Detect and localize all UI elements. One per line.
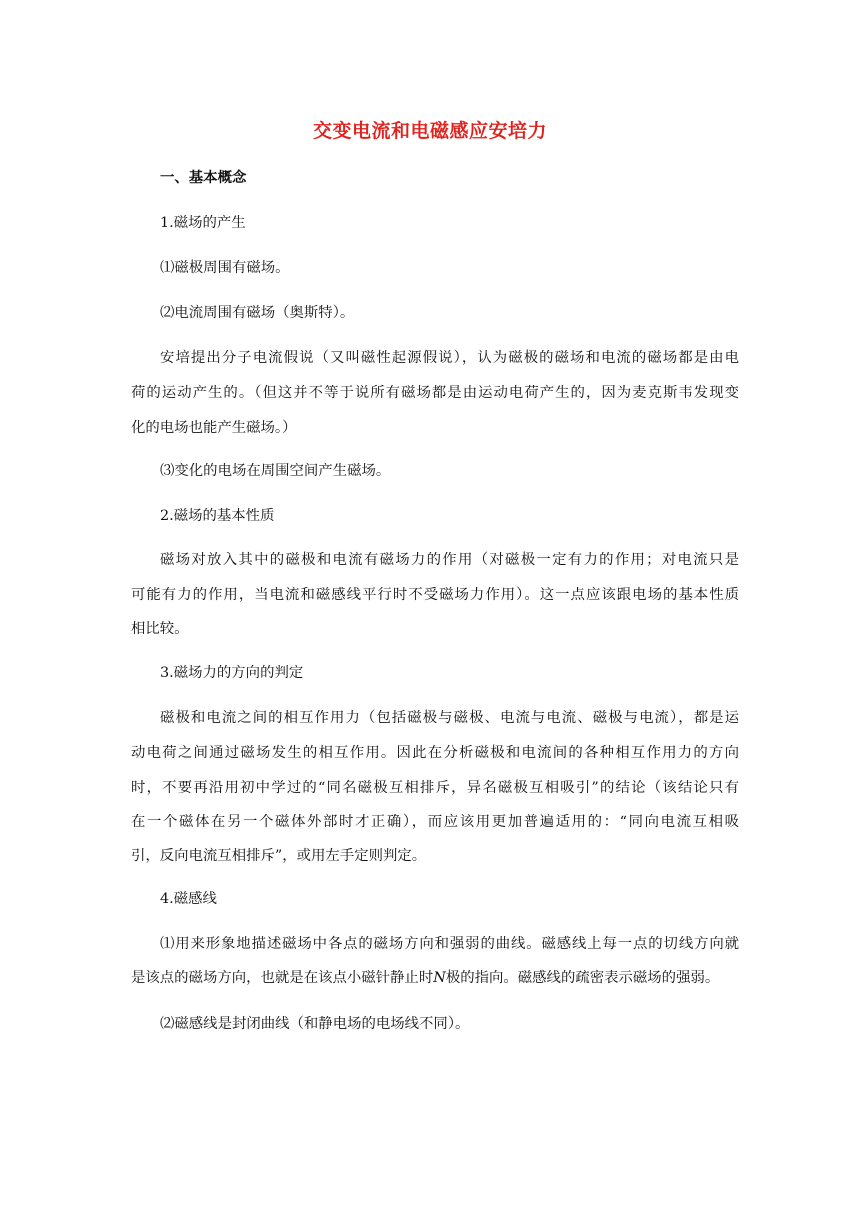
list-item-1-1: ⑴磁极周围有磁场。 — [160, 260, 290, 276]
section-heading: 一、基本概念 — [160, 169, 247, 186]
document-title: 交变电流和电磁感应安培力 — [312, 120, 547, 142]
paragraph-3-line-5: 引，反向电流互相排斥”，或用左手定则判定。 — [131, 848, 427, 864]
list-item-1-2: ⑵电流周围有磁场（奥斯特）。 — [160, 305, 355, 321]
paragraph-4-line-2-part-a: 是该点的磁场方向，也就是在该点小磁针静止时 — [131, 970, 434, 986]
list-item-1-3: ⑶变化的电场在周围空间产生磁场。 — [160, 463, 391, 479]
paragraph-4-line-2-part-b: 极的指向。磁感线的疏密表示磁场的强弱。 — [445, 970, 720, 986]
north-pole-symbol: N — [433, 970, 446, 986]
paragraph-3-line-4: 在一个磁体在另一个磁体外部时才正确），而应该用更加普遍适用的：“同向电流互相吸 — [131, 814, 739, 830]
item-heading-2: 2.磁场的基本性质 — [160, 508, 275, 524]
item-heading-4: 4.磁感线 — [160, 891, 217, 907]
paragraph-4-line-2 — [131, 968, 719, 988]
paragraph-1-line-2: 荷的运动产生的。（但这并不等于说所有磁场都是由运动电荷产生的，因为麦克斯韦发现变 — [131, 385, 739, 401]
list-item-4-2: ⑵磁感线是封闭曲线（和静电场的电场线不同）。 — [160, 1016, 470, 1032]
paragraph-2-line-1: 磁场对放入其中的磁极和电流有磁场力的作用（对磁极一定有力的作用；对电流只是 — [160, 552, 739, 568]
paragraph-3-line-3: 时，不要再沿用初中学过的“同名磁极互相排斥，异名磁极互相吸引”的结论（该结论只有 — [131, 780, 739, 796]
paragraph-3-line-1: 磁极和电流之间的相互作用力（包括磁极与磁极、电流与电流、磁极与电流），都是运 — [160, 710, 739, 726]
paragraph-2-line-3: 相比较。 — [131, 621, 189, 637]
paragraph-1-line-1: 安培提出分子电流假说（又叫磁性起源假说），认为磁极的磁场和电流的磁场都是由电 — [160, 350, 739, 366]
item-heading-1: 1.磁场的产生 — [160, 215, 246, 231]
paragraph-2-line-2: 可能有力的作用，当电流和磁感线平行时不受磁场力作用）。这一点应该跟电场的基本性质 — [131, 587, 739, 603]
paragraph-3-line-2: 动电荷之间通过磁场发生的相互作用。因此在分析磁极和电流间的各种相互作用力的方向 — [131, 745, 739, 761]
item-heading-3: 3.磁场力的方向的判定 — [160, 665, 304, 681]
paragraph-1-line-3: 化的电场也能产生磁场。） — [131, 420, 297, 436]
paragraph-4-line-1: ⑴用来形象地描述磁场中各点的磁场方向和强弱的曲线。磁感线上每一点的切线方向就 — [160, 936, 739, 952]
